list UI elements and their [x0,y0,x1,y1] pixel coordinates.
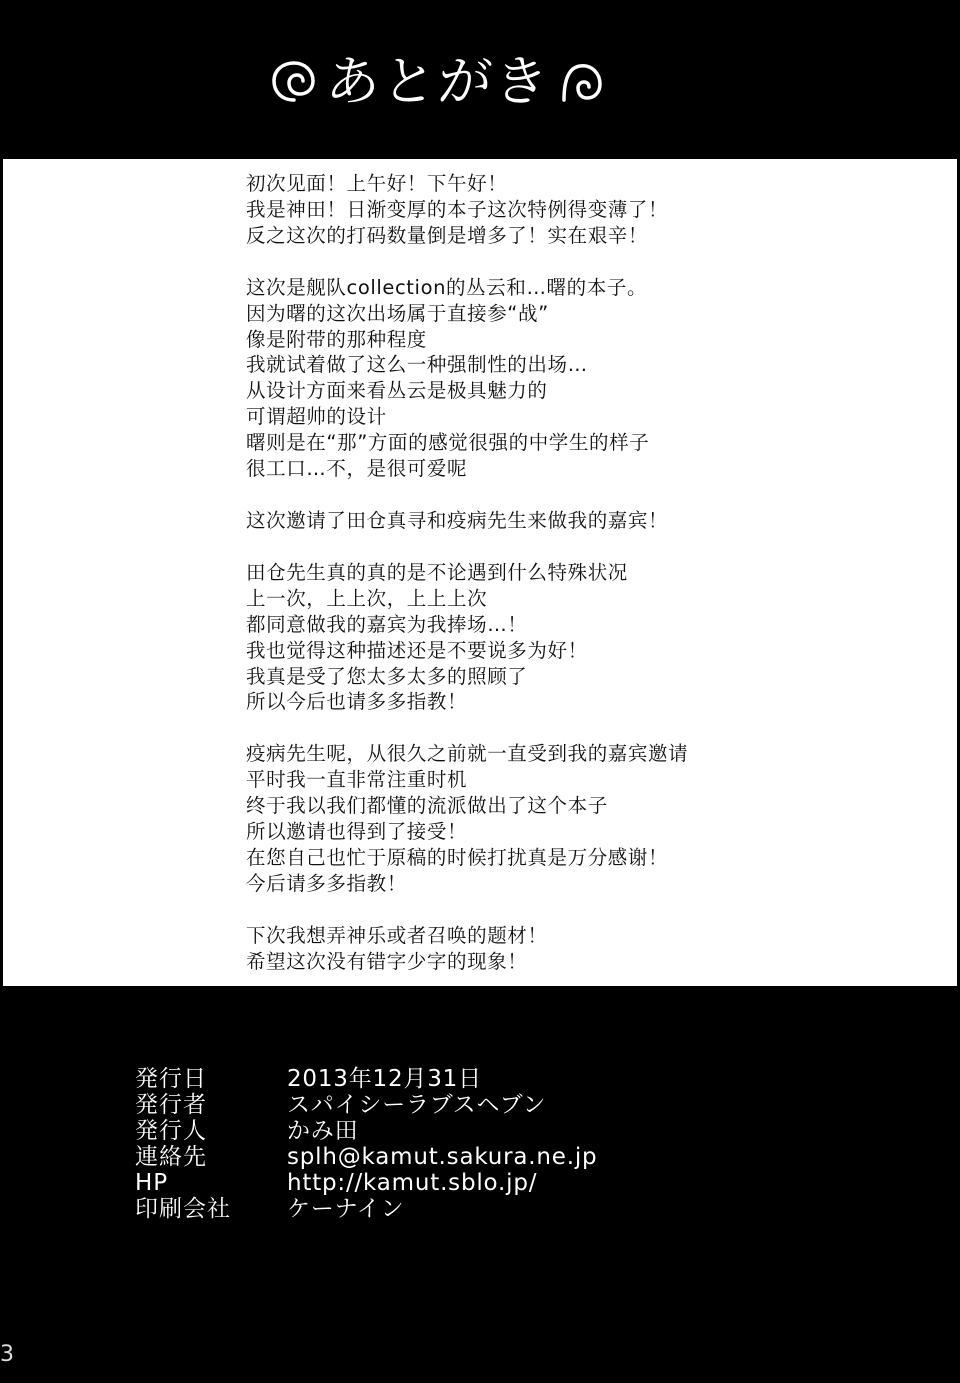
afterword-line: 这次是舰队collection的丛云和…曙的本子。 [246,275,648,299]
afterword-line: 所以今后也请多多指教！ [246,690,468,714]
colophon-label: 発行者 [135,1092,207,1118]
colophon-label: HP [135,1170,169,1196]
colophon-row [135,1170,597,1196]
afterword-paragraph [246,741,946,896]
colophon-value: かみ田 [287,1118,359,1144]
afterword-line: 很工口…不，是很可爱呢 [246,457,468,481]
afterword-line: 终于我以我们都懂的流派做出了这个本子 [246,794,608,818]
colophon-label: 発行人 [135,1118,207,1144]
colophon-row [135,1066,597,1092]
colophon-label: 印刷会社 [135,1196,231,1222]
afterword-line: 在您自己也忙于原稿的时候打扰真是万分感谢！ [246,845,669,869]
colophon-row [135,1092,597,1118]
afterword-line: 今后请多多指教！ [246,871,407,895]
afterword-header [268,52,608,112]
page-title: あとがき [323,50,553,113]
afterword-line: 我真是受了您太多太多的照顾了 [246,664,528,688]
colophon-value: splh@kamut.sakura.ne.jp [287,1144,598,1170]
afterword-paragraph [246,171,946,249]
afterword-paragraph [246,508,946,534]
afterword-line: 都同意做我的嘉宾为我捧场…！ [246,612,528,636]
colophon-value: 2013年12月31日 [287,1066,482,1092]
afterword-line: 从设计方面来看丛云是极具魅力的 [246,379,548,403]
afterword-line: 我也觉得这种描述还是不要说多为好！ [246,638,588,662]
colophon-value: http://kamut.sblo.jp/ [287,1170,538,1196]
afterword-paragraph [246,923,946,975]
colophon-label: 発行日 [135,1066,207,1092]
colophon [135,1066,597,1222]
afterword-line: 初次见面！上午好！下午好！ [246,172,508,195]
afterword-panel [3,159,957,986]
colophon-value: スパイシーラブスヘブン [287,1092,547,1118]
afterword-line: 平时我一直非常注重时机 [246,768,468,792]
afterword-line: 曙则是在“那”方面的感觉很强的中学生的样子 [246,431,650,455]
colophon-row [135,1144,597,1170]
afterword-line: 疫病先生呢，从很久之前就一直受到我的嘉宾邀请 [246,742,689,766]
afterword-line: 下次我想弄神乐或者召唤的题材！ [246,923,548,947]
afterword-line: 我是神田！日渐变厚的本子这次特例得变薄了！ [246,197,669,221]
afterword-line: 像是附带的那种程度 [246,327,427,351]
afterword-line: 上一次，上上次，上上上次 [246,586,488,610]
swirl-icon [556,56,608,108]
swirl-icon [268,56,320,108]
afterword-paragraph [246,560,946,715]
colophon-value: ケーナイン [287,1196,405,1222]
afterword-line: 希望这次没有错字少字的现象！ [246,949,528,973]
afterword-paragraph [246,275,946,482]
afterword-line: 我就试着做了这么一种强制性的出场… [246,353,588,377]
afterword-line: 因为曙的这次出场属于直接参“战” [246,301,549,325]
page-number: 3 [0,1342,14,1367]
afterword-line: 反之这次的打码数量倒是增多了！实在艰辛！ [246,223,649,247]
afterword-line: 可谓超帅的设计 [246,405,387,429]
afterword-line: 田仓先生真的真的是不论遇到什么特殊状况 [246,560,628,584]
colophon-row [135,1196,597,1222]
afterword-line: 这次邀请了田仓真寻和疫病先生来做我的嘉宾！ [246,508,669,532]
afterword-line: 所以邀请也得到了接受！ [246,820,468,844]
afterword-text [246,171,946,1001]
colophon-row [135,1118,597,1144]
colophon-label: 連絡先 [135,1144,207,1170]
